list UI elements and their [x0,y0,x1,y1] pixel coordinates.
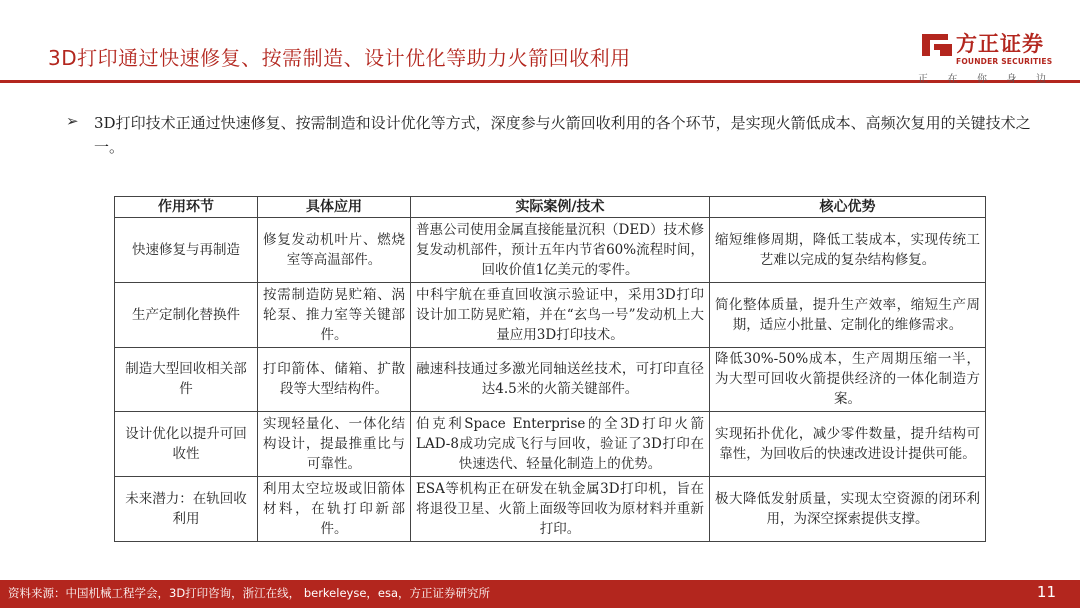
page-number: 11 [1036,583,1056,601]
cell-case: 伯克利Space Enterprise的全3D打印火箭LAD-8成功完成飞行与回收，验证了3D打印在快速迭代、轻量化制造上的优势。 [411,412,710,477]
slogan-char: 边 [1036,74,1046,85]
table-row [115,347,986,412]
founder-logo-icon [918,30,956,60]
cell-advantage: 极大降低发射质量，实现太空资源的闭环利用，为深空探索提供支撑。 [710,477,986,542]
source-note: 资料来源：中国机械工程学会，3D打印咨询，浙江在线， berkeleyse，esa，方正证券研究所 [8,586,491,600]
logo-slogan [918,70,1046,85]
cell-stage: 生产定制化替换件 [115,282,258,347]
logo-name-en: FOUNDER SECURITIES [956,57,1053,66]
cell-stage: 制造大型回收相关部件 [115,347,258,412]
table-row [115,282,986,347]
cell-stage: 快速修复与再制造 [115,218,258,283]
cell-case: 普惠公司使用金属直接能量沉积（DED）技术修复发动机部件，预计五年内节省60%流程时间，回收价值1亿美元的零件。 [411,218,710,283]
cell-case: 融速科技通过多激光同轴送丝技术，可打印直径达4.5米的火箭关键部件。 [411,347,710,412]
cell-application: 修复发动机叶片、燃烧室等高温部件。 [258,218,411,283]
cell-stage: 未来潜力：在轨回收利用 [115,477,258,542]
intro-paragraph: 3D打印技术正通过快速修复、按需制造和设计优化等方式，深度参与火箭回收利用的各个环节，是实现火箭低成本、高频次复用的关键技术之一。 [94,114,1031,156]
cell-advantage: 降低30%-50%成本，生产周期压缩一半，为大型可回收火箭提供经济的一体化制造方案。 [710,347,986,412]
cell-advantage: 简化整体质量，提升生产效率，缩短生产周期，适应小批量、定制化的维修需求。 [710,282,986,347]
cell-case: ESA等机构正在研发在轨金属3D打印机，旨在将退役卫星、火箭上面级等回收为原材料并重新打印。 [411,477,710,542]
table-row [115,477,986,542]
table-row [115,412,986,477]
table-row [115,218,986,283]
cell-application: 实现轻量化、一体化结构设计，提最推重比与可靠性。 [258,412,411,477]
slogan-char: 在 [947,74,958,85]
cell-application: 按需制造防晃贮箱、涡轮泵、推力室等关键部件。 [258,282,411,347]
slogan-char: 身 [1006,74,1017,85]
cell-application: 打印箭体、储箱、扩散段等大型结构件。 [258,347,411,412]
header-stage: 作用环节 [115,197,258,218]
cell-advantage: 实现拓扑优化，减少零件数量，提升结构可靠性，为回收后的快速改进设计提供可能。 [710,412,986,477]
cell-advantage: 缩短维修周期，降低工装成本，实现传统工艺难以完成的复杂结构修复。 [710,218,986,283]
header-case: 实际案例/技术 [411,197,710,218]
slogan-char: 你 [977,74,987,85]
page-title: 3D打印通过快速修复、按需制造、设计优化等助力火箭回收利用 [48,46,631,70]
application-table [114,196,986,542]
header-advantage: 核心优势 [710,197,986,218]
cell-stage: 设计优化以提升可回收性 [115,412,258,477]
slogan-char: 正 [918,74,928,85]
header-application: 具体应用 [258,197,411,218]
cell-case: 中科宇航在垂直回收演示验证中，采用3D打印设计加工防晃贮箱，并在“玄鸟一号”发动机上大量应用3D打印技术。 [411,282,710,347]
arrow-bullet-icon: ➢ [66,112,79,130]
cell-application: 利用太空垃圾或旧箭体材料，在轨打印新部件。 [258,477,411,542]
table-header-row [115,197,986,218]
logo-name-cn: 方正证券 [956,32,1044,56]
